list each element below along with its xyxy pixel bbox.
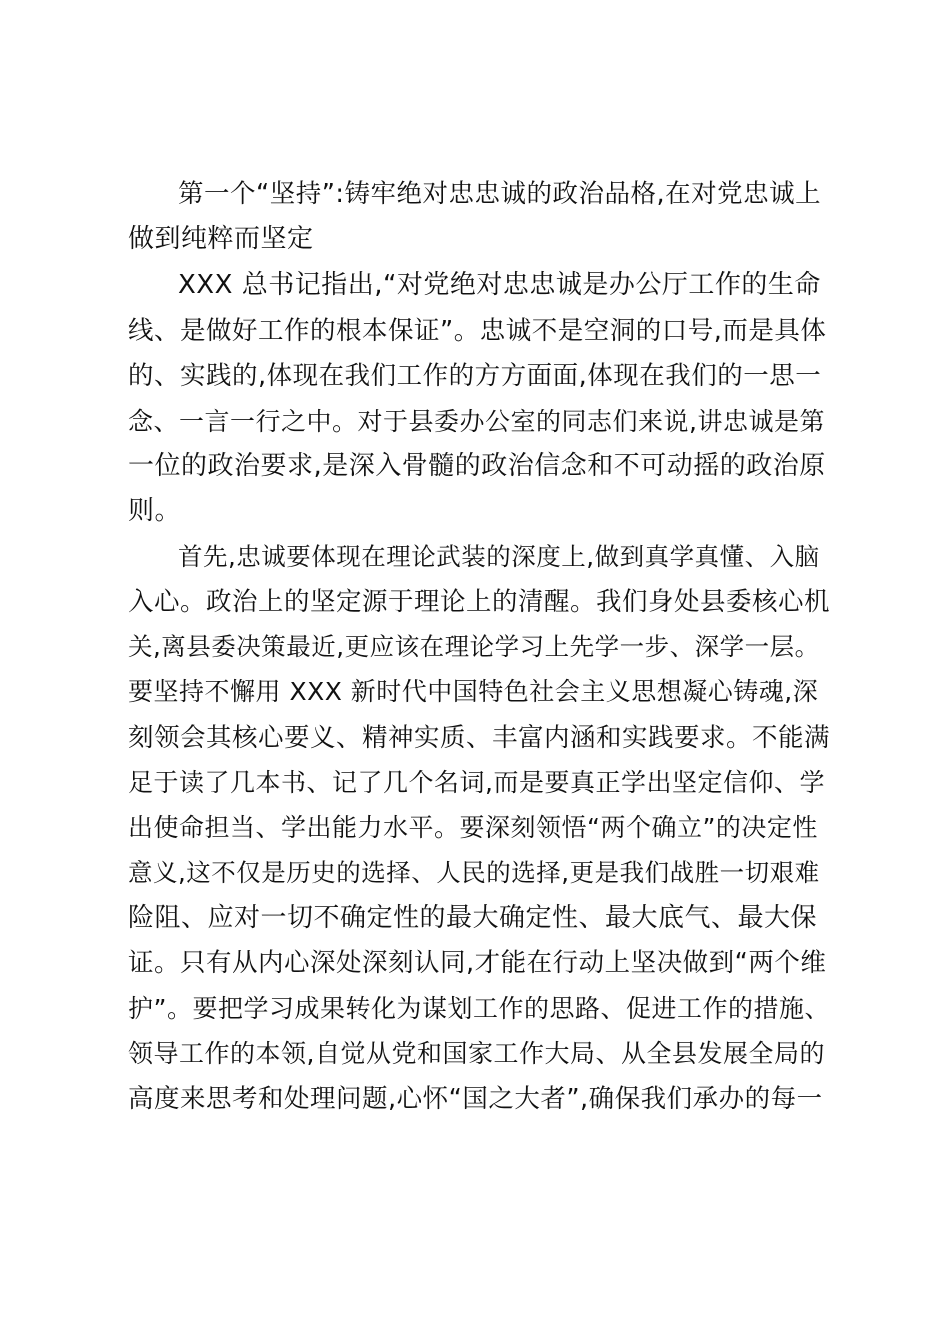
heading-line: 做到纯粹而坚定	[128, 224, 314, 254]
paragraph-line: 则。	[128, 496, 182, 526]
paragraph-line: 高度来思考和处理问题,心怀“国之大者”,确保我们承办的每一	[128, 1084, 823, 1114]
paragraph-line: 要坚持不懈用 XXX 新时代中国特色社会主义思想凝心铸魂,深	[128, 677, 819, 706]
paragraph-line: 首先,忠诚要体现在理论武装的深度上,做到真学真懂、入脑	[178, 542, 820, 571]
paragraph-line: 刻领会其核心要义、精神实质、丰富内涵和实践要求。不能满	[128, 723, 831, 753]
paragraph-line: 领导工作的本领,自觉从党和国家工作大局、从全县发展全局的	[128, 1039, 825, 1068]
paragraph-line: 线、是做好工作的根本保证”。忠诚不是空洞的口号,而是具体	[128, 316, 827, 346]
paragraph-line: 足于读了几本书、记了几个名词,而是要真正学出坚定信仰、学	[128, 768, 825, 797]
paragraph-line: XXX 总书记指出,“对党绝对忠忠诚是办公厅工作的生命	[178, 270, 821, 300]
paragraph-line: 念、一言一行之中。对于县委办公室的同志们来说,讲忠诚是第	[128, 407, 825, 436]
heading-line: 第一个“坚持”:铸牢绝对忠忠诚的政治品格,在对党忠诚上	[178, 179, 822, 209]
paragraph-line: 证。只有从内心深处深刻认同,才能在行动上坚决做到“两个维	[128, 948, 827, 978]
paragraph-line: 意义,这不仅是历史的选择、人民的选择,更是我们战胜一切艰难	[128, 858, 820, 887]
paragraph-line: 关,离县委决策最近,更应该在理论学习上先学一步、深学一层。	[128, 632, 820, 661]
paragraph-line: 护”。要把学习成果转化为谋划工作的思路、促进工作的措施、	[128, 994, 830, 1023]
paragraph-line: 一位的政治要求,是深入骨髓的政治信念和不可动摇的政治原	[128, 451, 826, 481]
paragraph-line: 的、实践的,体现在我们工作的方方面面,体现在我们的一思一	[128, 361, 822, 391]
paragraph-line: 险阻、应对一切不确定性的最大确定性、最大底气、最大保	[128, 903, 818, 933]
paragraph-line: 入心。政治上的坚定源于理论上的清醒。我们身处县委核心机	[128, 587, 831, 617]
paragraph-line: 出使命担当、学出能力水平。要深刻领悟“两个确立”的决定性	[128, 813, 818, 842]
